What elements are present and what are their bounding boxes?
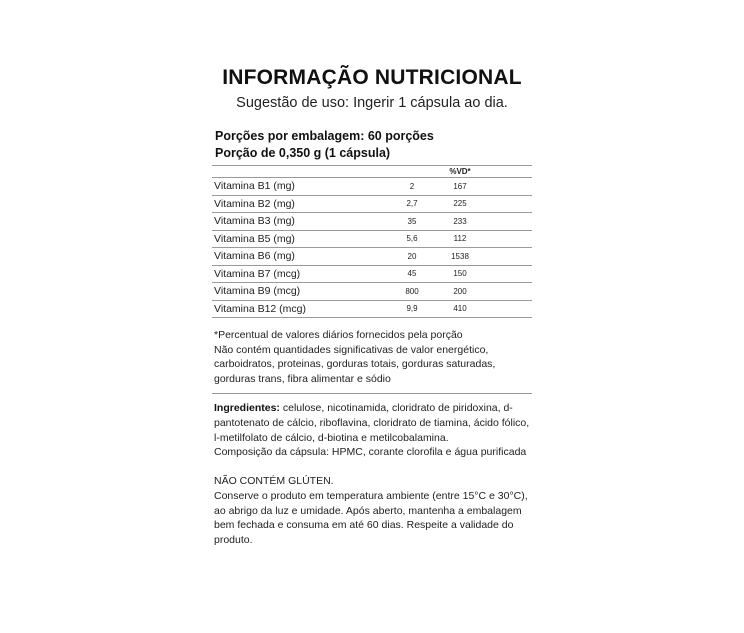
nutrient-amount: 800 — [405, 286, 419, 296]
table-row — [212, 213, 532, 231]
nutrient-name: Vitamina B1 (mg) — [214, 180, 295, 193]
divider — [212, 393, 532, 394]
nutrient-vd: 225 — [453, 199, 467, 209]
ingredients-section — [212, 401, 532, 547]
nutrient-amount: 2 — [409, 181, 415, 191]
table-header-row — [212, 166, 532, 178]
capsule-composition: Composição da cápsula: HPMC, corante clorofila e água purificada — [214, 446, 527, 459]
ingredients-text: celulose, nicotinamida, cloridrato de piridoxina, d-pantotenato de cálcio, riboflavina, cloridrato de tiamina, ácido fólico, l-metilfolato de cálcio, d-biotina e metilcobalamina. — [214, 402, 530, 444]
nutrient-vd: 200 — [453, 286, 467, 296]
nutrient-name: Vitamina B5 (mg) — [214, 232, 295, 245]
nutrient-name: Vitamina B9 (mcg) — [214, 285, 301, 298]
table-row — [212, 300, 532, 318]
nutrient-name: Vitamina B7 (mcg) — [214, 267, 301, 280]
nutrition-table — [212, 165, 532, 318]
vd-header: %VD* — [449, 167, 471, 176]
usage-suggestion: Sugestão de uso: Ingerir 1 cápsula ao dia. — [236, 95, 508, 111]
nutrient-amount: 20 — [407, 251, 417, 261]
page-title: INFORMAÇÃO NUTRICIONAL — [222, 66, 522, 89]
table-row — [212, 283, 532, 301]
footnote — [212, 328, 532, 386]
nutrient-amount: 9,9 — [406, 304, 418, 314]
table-row — [212, 230, 532, 248]
table-row — [212, 265, 532, 283]
nutrient-vd: 167 — [453, 181, 467, 191]
serving-size: Porção de 0,350 g (1 cápsula) — [215, 146, 391, 160]
nutrient-vd: 1538 — [451, 251, 469, 261]
nutrition-panel — [212, 128, 532, 547]
table-row — [212, 178, 532, 196]
nutrient-name: Vitamina B2 (mg) — [214, 197, 295, 210]
gluten-warning: NÃO CONTÉM GLÚTEN. — [214, 475, 334, 488]
nutrient-vd: 233 — [453, 216, 467, 226]
footnote-vd: *Percentual de valores diários fornecidos pela porção — [214, 329, 463, 341]
ingredients-label: Ingredientes: — [214, 402, 280, 415]
storage-instructions: Conserve o produto em temperatura ambiente (entre 15°C e 30°C), ao abrigo da luz e umidade. Após aberto, mantenha a embalagem bem fechada e consuma em até 60 dias. Respeite a validade do produto. — [214, 489, 528, 546]
nutrient-amount: 5,6 — [406, 234, 418, 244]
table-row — [212, 195, 532, 213]
nutrient-amount: 45 — [407, 269, 417, 279]
nutrient-name: Vitamina B12 (mcg) — [214, 302, 307, 315]
nutrient-vd: 112 — [453, 234, 467, 244]
nutrient-amount: 2,7 — [406, 199, 418, 209]
nutrient-vd: 410 — [453, 304, 467, 314]
nutrient-amount: 35 — [407, 216, 417, 226]
servings-per-package: Porções por embalagem: 60 porções — [215, 129, 434, 143]
footnote-not-significant: Não contém quantidades significativas de valor energético, carboidratos, proteinas, gorduras totais, gorduras saturadas, gorduras trans, fibra alimentar e sódio — [214, 343, 496, 385]
table-row — [212, 248, 532, 266]
nutrient-name: Vitamina B3 (mg) — [214, 215, 295, 228]
ingredients-list — [214, 401, 532, 445]
nutrient-vd: 150 — [453, 269, 467, 279]
nutrient-name: Vitamina B6 (mg) — [214, 250, 295, 263]
